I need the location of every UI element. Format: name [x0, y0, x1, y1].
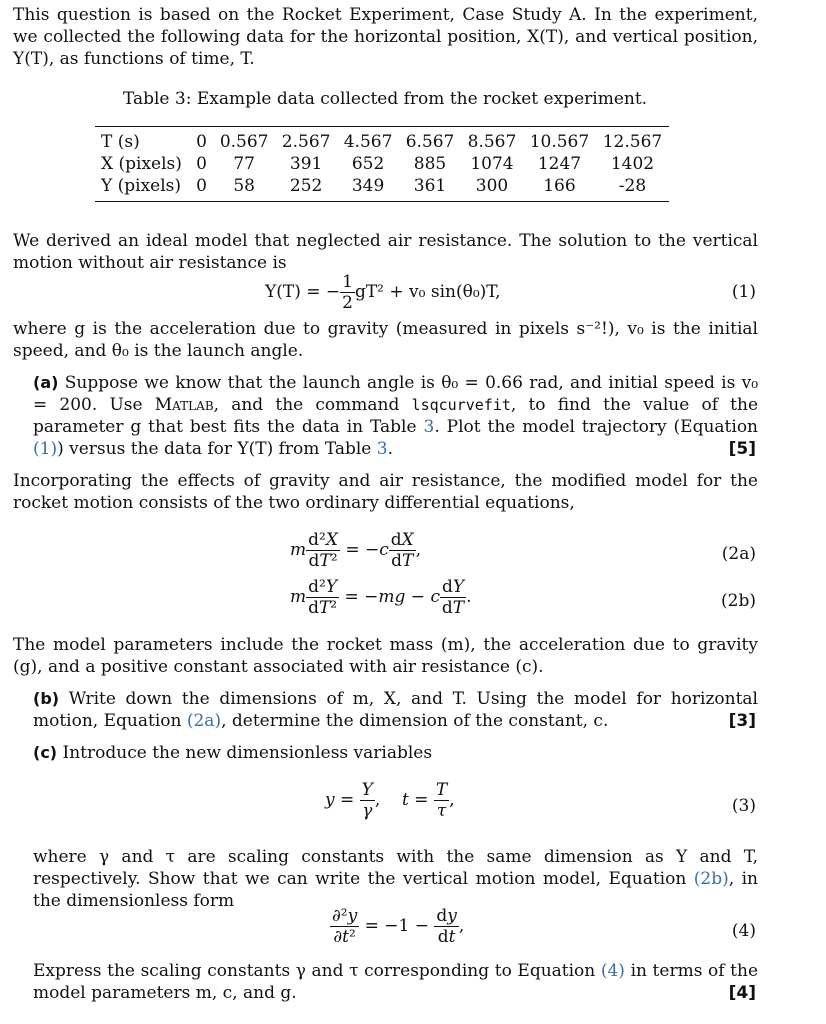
table-cell: 0.567: [219, 132, 269, 152]
table-cell: 652: [351, 154, 385, 174]
table-cell: 166: [543, 176, 576, 196]
table-cell: -28: [618, 176, 647, 196]
table-cell: 0: [196, 176, 207, 196]
part-b: [33, 688, 758, 732]
eq1-den: 2: [342, 293, 353, 313]
table-row: [95, 175, 669, 202]
table-cell: 8.567: [467, 132, 517, 152]
part-c-text: where γ and τ are scaling constants with the same dimension as Y and T, respectively. Show that we can write the vertical motion model, Equation: [33, 847, 758, 889]
part-a-text: . Plot the model trajectory (Equation: [434, 417, 759, 437]
equation-reference-link[interactable]: (1): [33, 439, 58, 459]
equation-2b-number: (2b): [721, 591, 756, 611]
table-cell: 0: [196, 132, 207, 152]
table-cell: 252: [289, 176, 323, 196]
part-b-label: (b): [33, 689, 60, 708]
table-cell: 300: [475, 176, 509, 196]
equation-4-number: (4): [731, 921, 756, 941]
part-a-marks: [5]: [728, 439, 756, 459]
matlab-name: Matlab: [154, 395, 214, 415]
air-resistance-intro: Incorporating the effects of gravity and air resistance, the modified model for the rocket motion consists of the two ordinary differential equations,: [13, 471, 758, 513]
intro-paragraph: This question is based on the Rocket Experiment, Case Study A. In the experiment, we collected the following data for the horizontal position, X(T), and vertical position, Y(T), as functions of time, T.: [13, 5, 758, 69]
part-c-label: (c): [33, 743, 58, 762]
data-table: [95, 126, 669, 202]
table-row: [95, 153, 669, 175]
eq1-num: 1: [342, 272, 353, 292]
part-a-text: .: [387, 439, 393, 459]
part-c-text: Express the scaling constants γ and τ corresponding to Equation: [33, 961, 596, 981]
eq1-fraction: [340, 272, 355, 313]
part-c-intro: [33, 742, 758, 764]
table-cell: 391: [289, 154, 323, 174]
part-c-text: Introduce the new dimensionless variables: [62, 743, 433, 763]
table-cell: 1247: [537, 154, 582, 174]
equation-3: y = $\frac{Y}{\gamma}$ , t = $\frac{T}{\tau}$ ,: [325, 780, 455, 821]
table-cell: 4.567: [343, 132, 393, 152]
equation-1-number: (1): [731, 282, 756, 302]
part-c-where: [33, 846, 758, 912]
table-cell: 349: [351, 176, 385, 196]
part-c-text: in terms of the model parameters m, c, and g.: [33, 961, 758, 1003]
table-row: [95, 127, 669, 154]
table-cell: 6.567: [405, 132, 455, 152]
table-cell: 12.567: [602, 132, 663, 152]
part-a-text: , to find the value of the parameter g that best fits the data in Table: [33, 395, 759, 437]
part-c-express: [33, 960, 758, 1004]
row-header: Y (pixels): [101, 176, 182, 196]
part-c-marks: [4]: [728, 983, 756, 1003]
table-reference-link[interactable]: 3: [423, 417, 435, 437]
table-cell: 1074: [470, 154, 514, 174]
table-cell: 77: [233, 154, 255, 174]
table-cell: 885: [413, 154, 447, 174]
equation-3-number: (3): [731, 796, 756, 816]
part-b-text: , determine the dimension of the constant, c.: [221, 711, 609, 731]
row-header: T (s): [101, 132, 140, 152]
table-cell: 2.567: [281, 132, 331, 152]
table-cell: 0: [196, 154, 207, 174]
equation-reference-link[interactable]: (4): [600, 961, 625, 981]
table-caption: Table 3: Example data collected from the rocket experiment.: [122, 89, 648, 109]
part-b-text: Write down the dimensions of m, X, and T. Using the model for horizontal motion, Equation: [33, 689, 758, 731]
row-header: X (pixels): [101, 154, 182, 174]
equation-reference-link[interactable]: (2b): [693, 869, 729, 889]
equation-reference-link[interactable]: (2a): [186, 711, 222, 731]
model-intro: We derived an ideal model that neglected air resistance. The solution to the vertical motion without air resistance is: [13, 231, 758, 273]
part-a-text: Suppose we know that the launch angle is θ₀ = 0.66 rad, and initial speed is v₀ = 200. Use: [33, 373, 759, 415]
equation-2b: m $\frac{\text{d²Y}}{\text{dT²}}$ = −mg − c $\frac{dY}{dT}$ .: [290, 577, 472, 618]
part-c-text: , in the dimensionless form: [33, 869, 758, 911]
part-a: [33, 372, 758, 460]
where-gravity: where g is the acceleration due to gravity (measured in pixels s⁻²!), v₀ is the initial speed, and θ₀ is the launch angle.: [13, 319, 758, 361]
table-cell: 1402: [610, 154, 655, 174]
equation-2a-number: (2a): [721, 544, 756, 564]
table-reference-link[interactable]: 3: [376, 439, 388, 459]
part-a-text: , and the command: [213, 395, 400, 415]
parameters-paragraph: The model parameters include the rocket mass (m), the acceleration due to gravity (g), and a positive constant associated with air resistance (c).: [13, 635, 758, 677]
part-b-marks: [3]: [728, 711, 756, 731]
equation-1: [265, 272, 501, 313]
part-a-text: ) versus the data for Y(T) from Table: [57, 439, 372, 459]
equation-2a: m $\frac{\text{d²X}}{\text{dT²}}$ = −c $\frac{dX}{dT}$ ,: [290, 530, 422, 571]
equation-4: $\frac{\text{∂²y}}{\text{∂t²}}$ = −1 − $\frac{dy}{dt}$ ,: [332, 906, 465, 947]
table-cell: 361: [413, 176, 447, 196]
command-name: lsqcurvefit: [411, 396, 511, 414]
part-a-label: (a): [33, 373, 59, 392]
table-cell: 10.567: [529, 132, 590, 152]
table-cell: 58: [233, 176, 255, 196]
eq1-rhs: gT² + v₀ sin(θ₀)T,: [354, 282, 501, 302]
eq1-lhs: Y(T) = −: [265, 282, 341, 302]
